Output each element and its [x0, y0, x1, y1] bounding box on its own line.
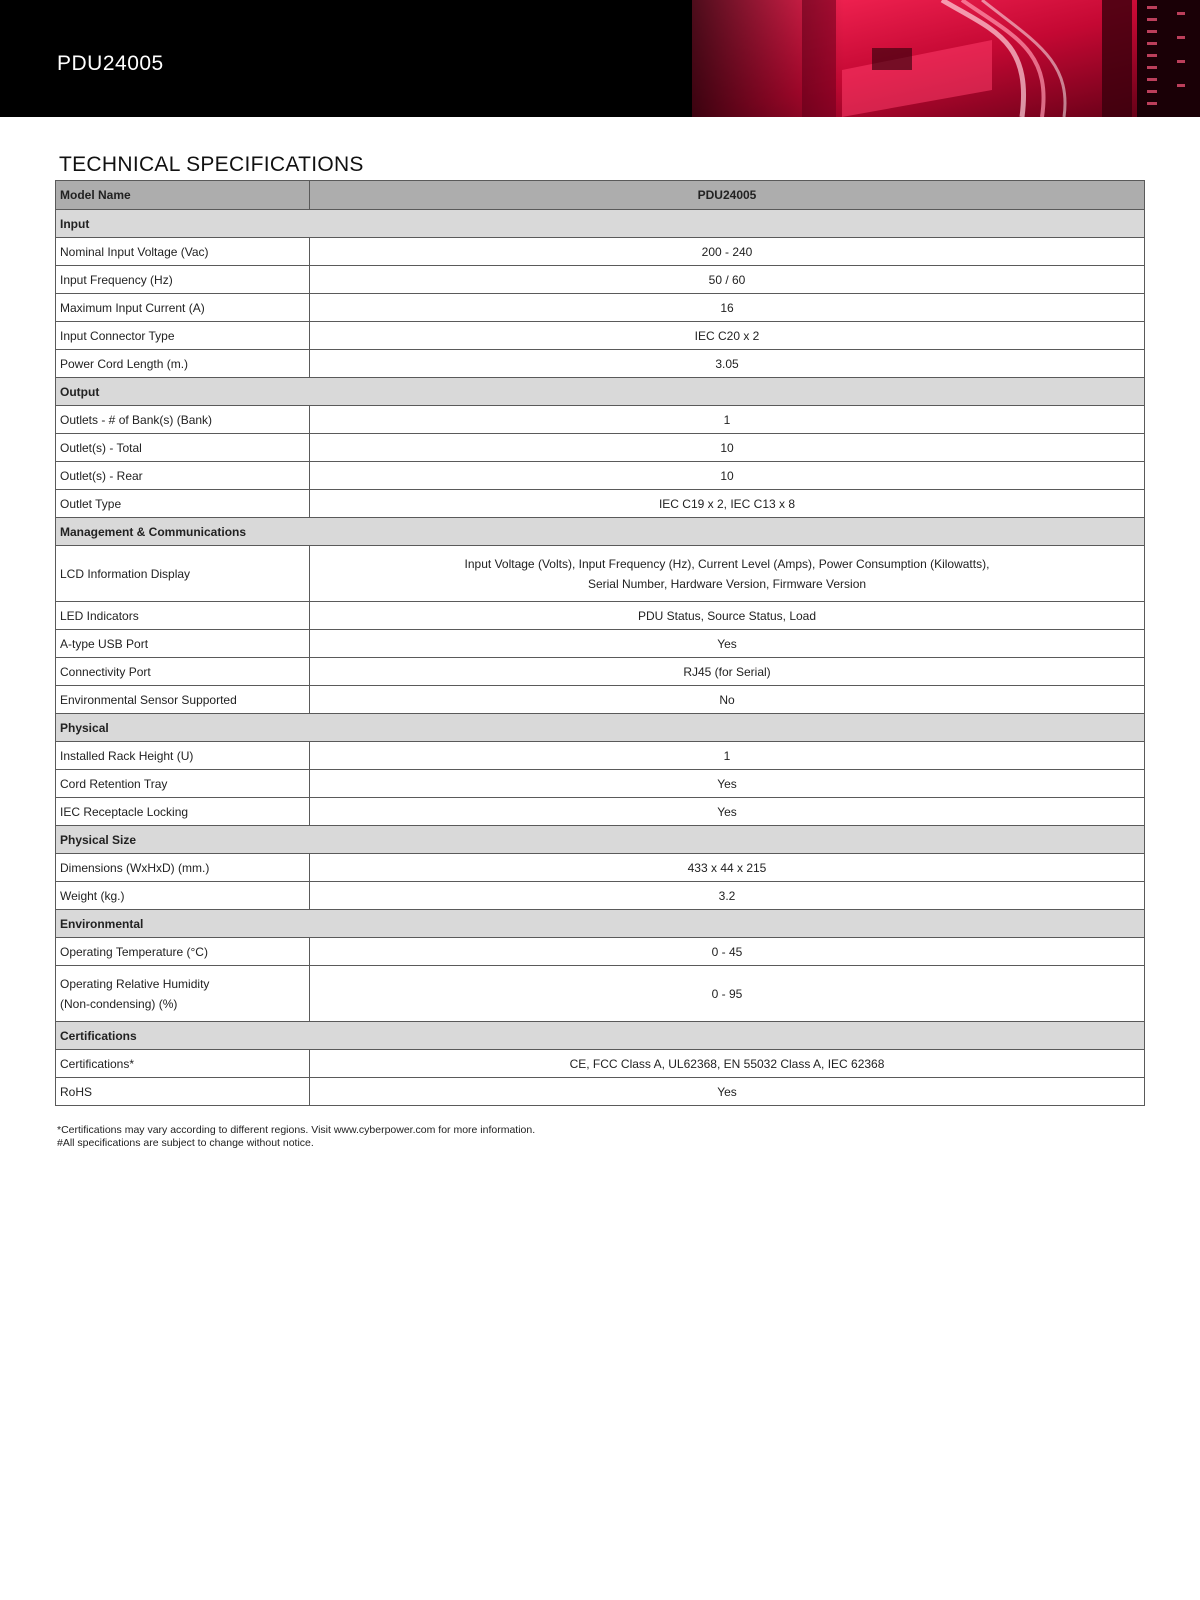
table-row	[56, 266, 1145, 294]
row-label: RoHS	[56, 1078, 310, 1106]
row-value	[310, 546, 1145, 602]
row-label: Operating Temperature (°C)	[56, 938, 310, 966]
row-label: Outlets - # of Bank(s) (Bank)	[56, 406, 310, 434]
table-row	[56, 322, 1145, 350]
row-label: IEC Receptacle Locking	[56, 798, 310, 826]
group-title: Management & Communications	[56, 518, 1145, 546]
row-label: Connectivity Port	[56, 658, 310, 686]
table-row	[56, 938, 1145, 966]
footnote-disclaimer: #All specifications are subject to change without notice.	[57, 1137, 314, 1149]
row-label: LED Indicators	[56, 602, 310, 630]
group-row	[56, 210, 1145, 238]
table-row	[56, 406, 1145, 434]
row-value: Yes	[310, 630, 1145, 658]
row-value: 200 - 240	[310, 238, 1145, 266]
header-label: Model Name	[56, 181, 310, 210]
row-value: CE, FCC Class A, UL62368, EN 55032 Class A, IEC 62368	[310, 1050, 1145, 1078]
group-row	[56, 910, 1145, 938]
group-title: Output	[56, 378, 1145, 406]
row-label: Input Connector Type	[56, 322, 310, 350]
row-value: RJ45 (for Serial)	[310, 658, 1145, 686]
row-label: Maximum Input Current (A)	[56, 294, 310, 322]
group-title: Input	[56, 210, 1145, 238]
row-label: Installed Rack Height (U)	[56, 742, 310, 770]
group-title: Physical Size	[56, 826, 1145, 854]
table-row	[56, 1078, 1145, 1106]
group-row	[56, 826, 1145, 854]
group-row	[56, 1022, 1145, 1050]
table-row	[56, 546, 1145, 602]
row-label: Cord Retention Tray	[56, 770, 310, 798]
header-banner	[0, 0, 1200, 117]
row-label: Dimensions (WxHxD) (mm.)	[56, 854, 310, 882]
group-row	[56, 518, 1145, 546]
row-value: 1	[310, 406, 1145, 434]
row-value: 3.05	[310, 350, 1145, 378]
row-value: No	[310, 686, 1145, 714]
row-value: Yes	[310, 798, 1145, 826]
row-value: 10	[310, 434, 1145, 462]
table-row	[56, 602, 1145, 630]
table-row	[56, 238, 1145, 266]
table-row	[56, 490, 1145, 518]
row-value: 0 - 45	[310, 938, 1145, 966]
table-row	[56, 798, 1145, 826]
row-value: 10	[310, 462, 1145, 490]
footnote-certifications: *Certifications may vary according to different regions. Visit www.cyberpower.com for more information.	[57, 1124, 536, 1136]
row-value: 433 x 44 x 215	[310, 854, 1145, 882]
row-value: 16	[310, 294, 1145, 322]
row-label	[56, 966, 310, 1022]
group-title: Physical	[56, 714, 1145, 742]
header-value: PDU24005	[310, 181, 1145, 210]
row-value: 0 - 95	[310, 966, 1145, 1022]
value-line: Serial Number, Hardware Version, Firmware Version	[587, 576, 867, 591]
table-row	[56, 966, 1145, 1022]
group-row	[56, 378, 1145, 406]
row-value: IEC C20 x 2	[310, 322, 1145, 350]
row-label: Nominal Input Voltage (Vac)	[56, 238, 310, 266]
row-label: Environmental Sensor Supported	[56, 686, 310, 714]
row-value: IEC C19 x 2, IEC C13 x 8	[310, 490, 1145, 518]
footnotes	[57, 1124, 535, 1150]
row-value: 3.2	[310, 882, 1145, 910]
group-title: Environmental	[56, 910, 1145, 938]
row-label: Certifications*	[56, 1050, 310, 1078]
row-label: Outlet(s) - Rear	[56, 462, 310, 490]
row-label: Input Frequency (Hz)	[56, 266, 310, 294]
row-value: PDU Status, Source Status, Load	[310, 602, 1145, 630]
row-label: A-type USB Port	[56, 630, 310, 658]
row-label: LCD Information Display	[56, 546, 310, 602]
table-row	[56, 630, 1145, 658]
spec-table	[55, 180, 1145, 1106]
table-row	[56, 686, 1145, 714]
label-line: (Non-condensing) (%)	[60, 996, 178, 1011]
group-title: Certifications	[56, 1022, 1145, 1050]
section-heading: TECHNICAL SPECIFICATIONS	[59, 153, 364, 176]
row-value: 50 / 60	[310, 266, 1145, 294]
table-row	[56, 434, 1145, 462]
table-row	[56, 882, 1145, 910]
table-row	[56, 350, 1145, 378]
row-value: Yes	[310, 770, 1145, 798]
row-label: Outlet Type	[56, 490, 310, 518]
table-row	[56, 742, 1145, 770]
table-row	[56, 462, 1145, 490]
label-line: Operating Relative Humidity	[60, 976, 210, 991]
banner-model-title: PDU24005	[57, 52, 164, 75]
table-row	[56, 854, 1145, 882]
row-value: Yes	[310, 1078, 1145, 1106]
table-row	[56, 294, 1145, 322]
value-line: Input Voltage (Volts), Input Frequency (Hz), Current Level (Amps), Power Consumption (Kilowatts),	[464, 556, 990, 571]
server-rack-photo	[692, 0, 1200, 117]
table-row	[56, 658, 1145, 686]
table-row	[56, 770, 1145, 798]
table-row	[56, 1050, 1145, 1078]
row-label: Weight (kg.)	[56, 882, 310, 910]
table-header-row	[56, 181, 1145, 210]
row-label: Power Cord Length (m.)	[56, 350, 310, 378]
group-row	[56, 714, 1145, 742]
row-label: Outlet(s) - Total	[56, 434, 310, 462]
row-value: 1	[310, 742, 1145, 770]
